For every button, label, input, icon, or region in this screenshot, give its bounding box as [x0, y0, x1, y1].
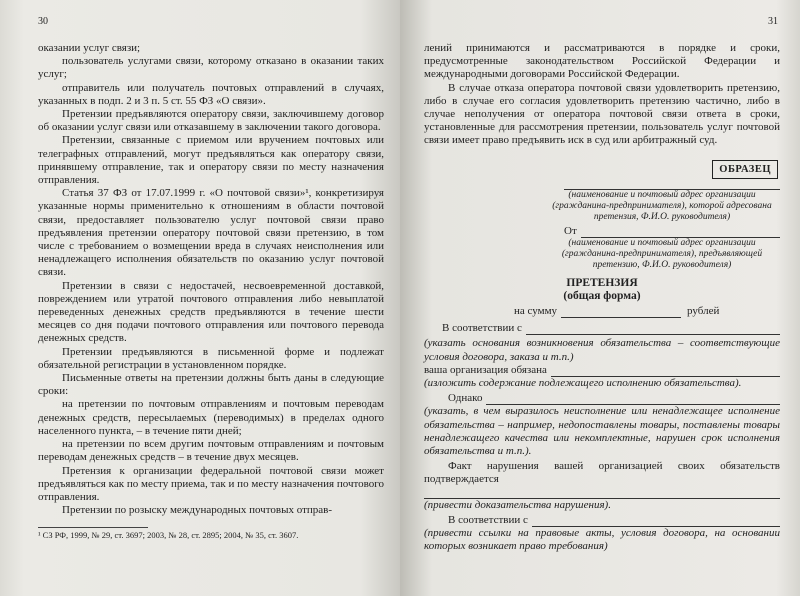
- hint-recipient: (наименование и почтовый адрес организации (гражданина-предпринимателя), которой адресована претензия, Ф.И.О. руководителя): [552, 189, 772, 222]
- paragraph: Письменные ответы на претензии должны быть даны в следующие сроки:: [38, 372, 384, 398]
- paragraph: лений принимаются и рассматриваются в порядке и сроки, предусмотренные законодательством Российской Федерации и международными договорами Российской Федерации.: [424, 42, 780, 81]
- evidence-line: [424, 487, 780, 499]
- from-row: [564, 225, 780, 238]
- paragraph: Претензии предъявляются в письменной форме и подлежат обязательной регистрации в установленном порядке.: [38, 345, 384, 371]
- hint-content: (изложить содержание подлежащего исполнению обязательства).: [424, 377, 742, 390]
- according-label: В соответствии с: [442, 322, 522, 335]
- page-number-right: 31: [768, 16, 778, 27]
- paragraph: Претензии по розыску международных почтовых отправ-: [62, 504, 332, 517]
- obliged-line: [551, 365, 780, 377]
- sum-suffix: рублей: [687, 305, 720, 318]
- evidence-row: [424, 487, 780, 499]
- hint-law: (привести ссылки на правовые акты, условия договора, на основании которых возникает право требования): [424, 527, 780, 553]
- paragraph: Претензии предъявляются оператору связи, заключившему договор об оказании услуг связи или отказавшему в заключении такого договора.: [38, 108, 384, 134]
- according-line: [526, 323, 780, 335]
- according-row: [424, 322, 780, 335]
- left-page-text: [38, 42, 384, 541]
- paragraph: Претензия к организации федеральной почтовой связи может предъявляться как по месту приема, так и по месту назначения почтового отправления.: [38, 464, 384, 503]
- hint-breach: (указать, в чем выразилось неисполнение или ненадлежащее исполнение обязательства – например, недопоставлены товары, поставлены товары ненадлежащего качества или некомплектные, нарушен срок исполнения обязательства и т.п.).: [424, 405, 780, 458]
- paragraph: Статья 37 ФЗ от 17.07.1999 г. «О почтовой связи»¹, конкретизируя указанные нормы применительно к отношениям в области почтовой связи, предоставляет пользователю услуг почтовой связи право предъявления претензии оператору почтовой связи претензию, в том числе с требованием о возмещении вреда в случаях неисполнения или ненадлежащего исполнения обязательств по оказанию услуг почтовой связи.: [38, 187, 384, 279]
- sum-line: [561, 306, 681, 318]
- hint-evidence: (привести доказательства нарушения).: [424, 498, 611, 511]
- according2-row: [424, 514, 780, 527]
- paragraph: на претензии по почтовым отправлениям и почтовым переводам денежных средств, пересылаемых (переводимых) в пределах одного населенного пункта, – в течение пяти дней;: [38, 398, 384, 437]
- paragraph: В случае отказа оператора почтовой связи удовлетворить претензию, либо в случае его согласия удовлетворить претензию частично, либо в случае неполучения от оператора почтовой связи ответа в сроки, установленные для рассмотрения претензии, пользователь услуг почтовой связи имеет право предъявить иск в суд или арбитражный суд.: [424, 81, 780, 147]
- from-label: От: [564, 224, 577, 237]
- however-row: [424, 392, 780, 405]
- sum-row: [514, 305, 780, 318]
- right-page: [400, 0, 800, 596]
- claim-title: ПРЕТЕНЗИЯ: [566, 277, 638, 290]
- however-label: Однако: [448, 392, 483, 405]
- obliged-label: ваша организация обязана: [424, 363, 547, 376]
- sample-stamp-wrap: [424, 160, 778, 179]
- paragraph: Претензии, связанные с приемом или вручением почтовых или телеграфных отправлений, могут предъявляться как оператору связи, принявшему отправление, так и оператору связи по месту назначения отправления.: [38, 134, 384, 187]
- footnote-rule: [38, 527, 148, 528]
- paragraph: Претензии в связи с недостачей, несвоевременной доставкой, повреждением или утратой почтового отправления либо невыплатой переведенных денежных средств предъявляются в течение шести месяцев со дня подачи почтового отправления или почтового перевода денежных средств.: [38, 279, 384, 345]
- sum-prefix: на сумму: [514, 305, 558, 318]
- right-page-text: [424, 42, 780, 553]
- according2-line: [532, 515, 780, 527]
- hint-sender: (наименование и почтовый адрес организации (гражданина-предпринимателя), предъявляющей претензию, Ф.И.О. руководителя): [561, 238, 763, 271]
- paragraph: на претензии по всем другим почтовым отправлениям и почтовым переводам денежных средств – в течение двух месяцев.: [38, 438, 384, 464]
- according2-label: В соответствии с: [448, 513, 528, 526]
- however-line: [486, 393, 780, 405]
- paragraph: пользователь услугами связи, которому отказано в оказании таких услуг;: [38, 55, 384, 81]
- claim-subtitle: (общая форма): [563, 290, 641, 303]
- fact-text: Факт нарушения вашей организацией своих обязательств подтверждается: [424, 460, 780, 486]
- page-number-left: 30: [38, 16, 48, 27]
- from-line: [581, 226, 780, 238]
- hint-basis: (указать основания возникновения обязательства – соответствующие условия договора, заказа и т.п.): [424, 337, 780, 363]
- paragraph: оказании услуг связи;: [38, 42, 141, 54]
- obliged-row: [424, 364, 780, 377]
- footnote: ¹ СЗ РФ, 1999, № 29, ст. 3697; 2003, № 28, ст. 2895; 2004, № 35, ст. 3607.: [38, 530, 299, 541]
- sample-stamp: ОБРАЗЕЦ: [712, 160, 778, 179]
- paragraph: отправитель или получатель почтовых отправлений в случаях, указанных в подп. 2 и 3 п. 5 ст. 55 ФЗ «О связи».: [38, 81, 384, 107]
